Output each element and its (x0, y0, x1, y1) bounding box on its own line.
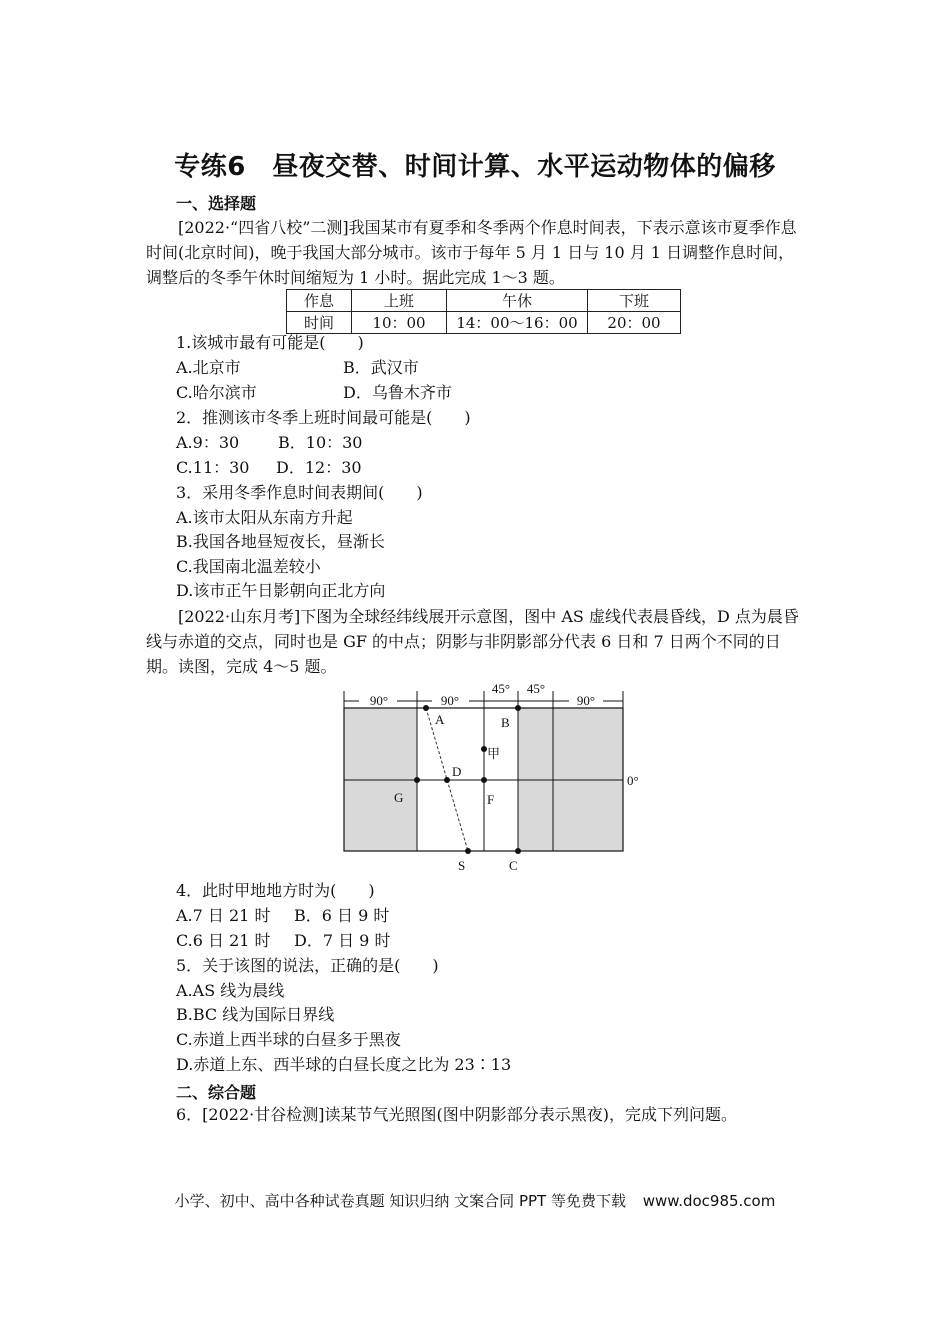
table-header-cell: 下班 (588, 290, 681, 312)
question-3-stem: 3．采用冬季作息时间表期间( ) (176, 483, 423, 502)
table-cell: 10：00 (352, 312, 447, 334)
point-g-dot (414, 777, 420, 783)
question-1-option-b: B．武汉市 (343, 358, 419, 377)
section-heading-choice: 一、选择题 (176, 194, 257, 213)
question-5-stem: 5．关于该图的说法，正确的是( ) (176, 956, 439, 975)
table-header-cell: 上班 (352, 290, 447, 312)
point-s-dot (465, 848, 471, 854)
question-2-option-d: D．12：30 (276, 458, 362, 477)
question-4-option-d: D．7 日 9 时 (294, 931, 391, 950)
top-label-90-center: 90° (440, 693, 460, 708)
table-header-row (287, 290, 681, 312)
question-1-stem: 1.该城市最有可能是( ) (176, 333, 364, 352)
question-5-option-c: C.赤道上西半球的白昼多于黑夜 (176, 1030, 401, 1049)
point-label-s: S (458, 858, 466, 873)
section-heading-comprehensive: 二、综合题 (176, 1083, 257, 1102)
question-1-option-c: C.哈尔滨市 (176, 383, 257, 402)
question-5-option-d: D.赤道上东、西半球的白昼长度之比为 23∶13 (176, 1055, 512, 1074)
question-2-option-c: C.11：30 (176, 458, 250, 477)
table-header-cell: 午休 (447, 290, 588, 312)
point-f-dot (481, 777, 487, 783)
top-label-90-west: 90° (369, 693, 389, 708)
table-cell: 时间 (287, 312, 352, 334)
latitude-longitude-diagram (335, 681, 639, 875)
equator-label: 0° (627, 773, 639, 788)
question-6-stem: 6．[2022·甘谷检测]读某节气光照图(图中阴影部分表示黑夜)，完成下列问题。 (176, 1105, 737, 1124)
question-3-option-c: C.我国南北温差较小 (176, 557, 321, 576)
top-label-45-right: 45° (526, 681, 546, 696)
point-label-g: G (394, 790, 404, 805)
point-label-a: A (435, 712, 445, 727)
question-1-option-a: A.北京市 (176, 358, 241, 377)
table-row (287, 312, 681, 334)
question-2-option-a: A.9：30 (176, 433, 240, 452)
table-cell: 14：00～16：00 (447, 312, 588, 334)
point-a-dot (423, 705, 429, 711)
intro-paragraph-2: [2022·山东月考]下图为全球经纬线展开示意图，图中 AS 虚线代表晨昏线，D 点为晨昏线与赤道的交点，同时也是 GF 的中点；阴影与非阴影部分代表 6 日和 7 日两个不同的日期。读图，完成 4～5 题。 (146, 607, 799, 676)
table-cell: 20：00 (588, 312, 681, 334)
point-d-dot (444, 777, 450, 783)
point-label-c: C (509, 858, 518, 873)
question-3-option-b: B.我国各地昼短夜长，昼渐长 (176, 532, 385, 551)
question-2-stem: 2．推测该市冬季上班时间最可能是( ) (176, 408, 471, 427)
point-label-f: F (487, 792, 495, 807)
question-3-option-a: A.该市太阳从东南方升起 (176, 508, 353, 527)
top-label-90-east: 90° (576, 693, 596, 708)
intro-paragraph-1: [2022·“四省八校”二测]我国某市有夏季和冬季两个作息时间表，下表示意该市夏季作息时间(北京时间)，晚于我国大部分城市。该市于每年 5 月 1 日与 10 月 1 日调整作息时间，调整后的冬季午休时间缩短为 1 小时。据此完成 1～3 题。 (146, 218, 797, 287)
page-footer (0, 1190, 950, 1211)
schedule-table (286, 289, 681, 334)
point-label-b: B (501, 715, 510, 730)
question-5-option-b: B.BC 线为国际日界线 (176, 1005, 335, 1024)
question-4-stem: 4．此时甲地地方时为( ) (176, 881, 375, 900)
question-3-option-d: D.该市正午日影朝向正北方向 (176, 581, 386, 600)
page-title: 专练6 昼夜交替、时间计算、水平运动物体的偏移 (174, 152, 776, 182)
top-label-45-left: 45° (491, 681, 511, 696)
question-4-option-b: B．6 日 9 时 (294, 906, 390, 925)
point-label-d: D (452, 764, 462, 779)
question-5-option-a: A.AS 线为晨线 (176, 981, 285, 1000)
point-c-dot (515, 848, 521, 854)
point-b-dot (515, 705, 521, 711)
footer-text: 小学、初中、高中各种试卷真题 知识归纳 文案合同 PPT 等免费下载 (174, 1192, 626, 1210)
question-1-option-d: D．乌鲁木齐市 (343, 383, 452, 402)
table-header-cell: 作息 (287, 290, 352, 312)
question-2-option-b: B．10：30 (278, 433, 363, 452)
question-4-option-c: C.6 日 21 时 (176, 931, 271, 950)
question-4-option-a: A.7 日 21 时 (176, 906, 271, 925)
footer-link[interactable]: www.doc985.com (642, 1192, 776, 1210)
point-label-jia: 甲 (487, 746, 501, 761)
